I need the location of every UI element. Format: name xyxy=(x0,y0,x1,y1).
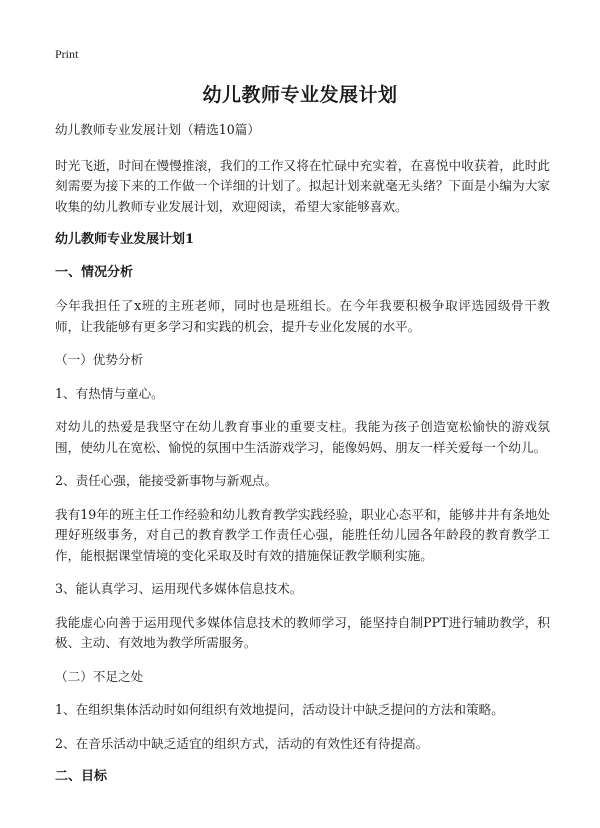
advantage-2-text: 我有19年的班主任工作经验和幼儿教育教学实践经验，职业心态平和，能够井井有条地处理好班级事务，对自己的教育教学工作责任心强，能胜任幼儿园各年龄段的教育教学工作，能根据课堂情境的变化采取及时有效的措施保证教学顺利实施。 xyxy=(55,506,550,563)
document-title: 幼儿教师专业发展计划 xyxy=(202,84,398,106)
section-1-heading: 一、情况分析 xyxy=(55,265,134,280)
advantage-1-title: 1、有热情与童心。 xyxy=(55,385,164,401)
document-body xyxy=(55,120,550,800)
advantage-1-text: 对幼儿的热爱是我坚守在幼儿教育事业的重要支柱。我能为孩子创造宽松愉快的游戏氛围，使幼儿在宽松、愉悦的氛围中生活游戏学习，能像妈妈、朋友一样关爱每一个幼儿。 xyxy=(55,419,550,455)
intro-paragraph: 时光飞逝，时间在慢慢推滚，我们的工作又将在忙碌中充实着，在喜悦中收获着，此时此刻需要为接下来的工作做一个详细的计划了。拟起计划来就毫无头绪？下面是小编为大家收集的幼儿教师专业发展计划，欢迎阅读，希望大家能够喜欢。 xyxy=(55,157,550,214)
section-2-heading: 二、目标 xyxy=(55,769,108,784)
shortcoming-1: 1、在组织集体活动时如何组织有效地提问，活动设计中缺乏提问的方法和策略。 xyxy=(55,702,504,717)
advantage-3-text: 我能虚心向善于运用现代多媒体信息技术的教师学习，能坚持自制PPT进行辅助教学，积极、主动、有效地为教学所需服务。 xyxy=(55,614,550,650)
print-link[interactable]: Print xyxy=(55,47,79,61)
document-subtitle: 幼儿教师专业发展计划（精选10篇） xyxy=(55,122,260,137)
advantage-2-title: 2、责任心强，能接受新事物与新观点。 xyxy=(55,473,278,488)
shortcomings-heading: （二）不足之处 xyxy=(55,668,144,684)
advantage-3-title: 3、能认真学习、运用现代多媒体信息技术。 xyxy=(55,581,303,596)
section-1-paragraph: 今年我担任了x班的主班老师，同时也是班组长。在今年我要积极争取评选园级骨干教师，让我能够有更多学习和实践的机会，提升专业化发展的水平。 xyxy=(55,298,550,334)
shortcoming-2: 2、在音乐活动中缺乏适宜的组织方式，活动的有效性还有待提高。 xyxy=(55,735,429,751)
advantages-heading: （一）优势分析 xyxy=(55,352,144,367)
plan-1-heading: 幼儿教师专业发展计划1 xyxy=(55,232,195,247)
